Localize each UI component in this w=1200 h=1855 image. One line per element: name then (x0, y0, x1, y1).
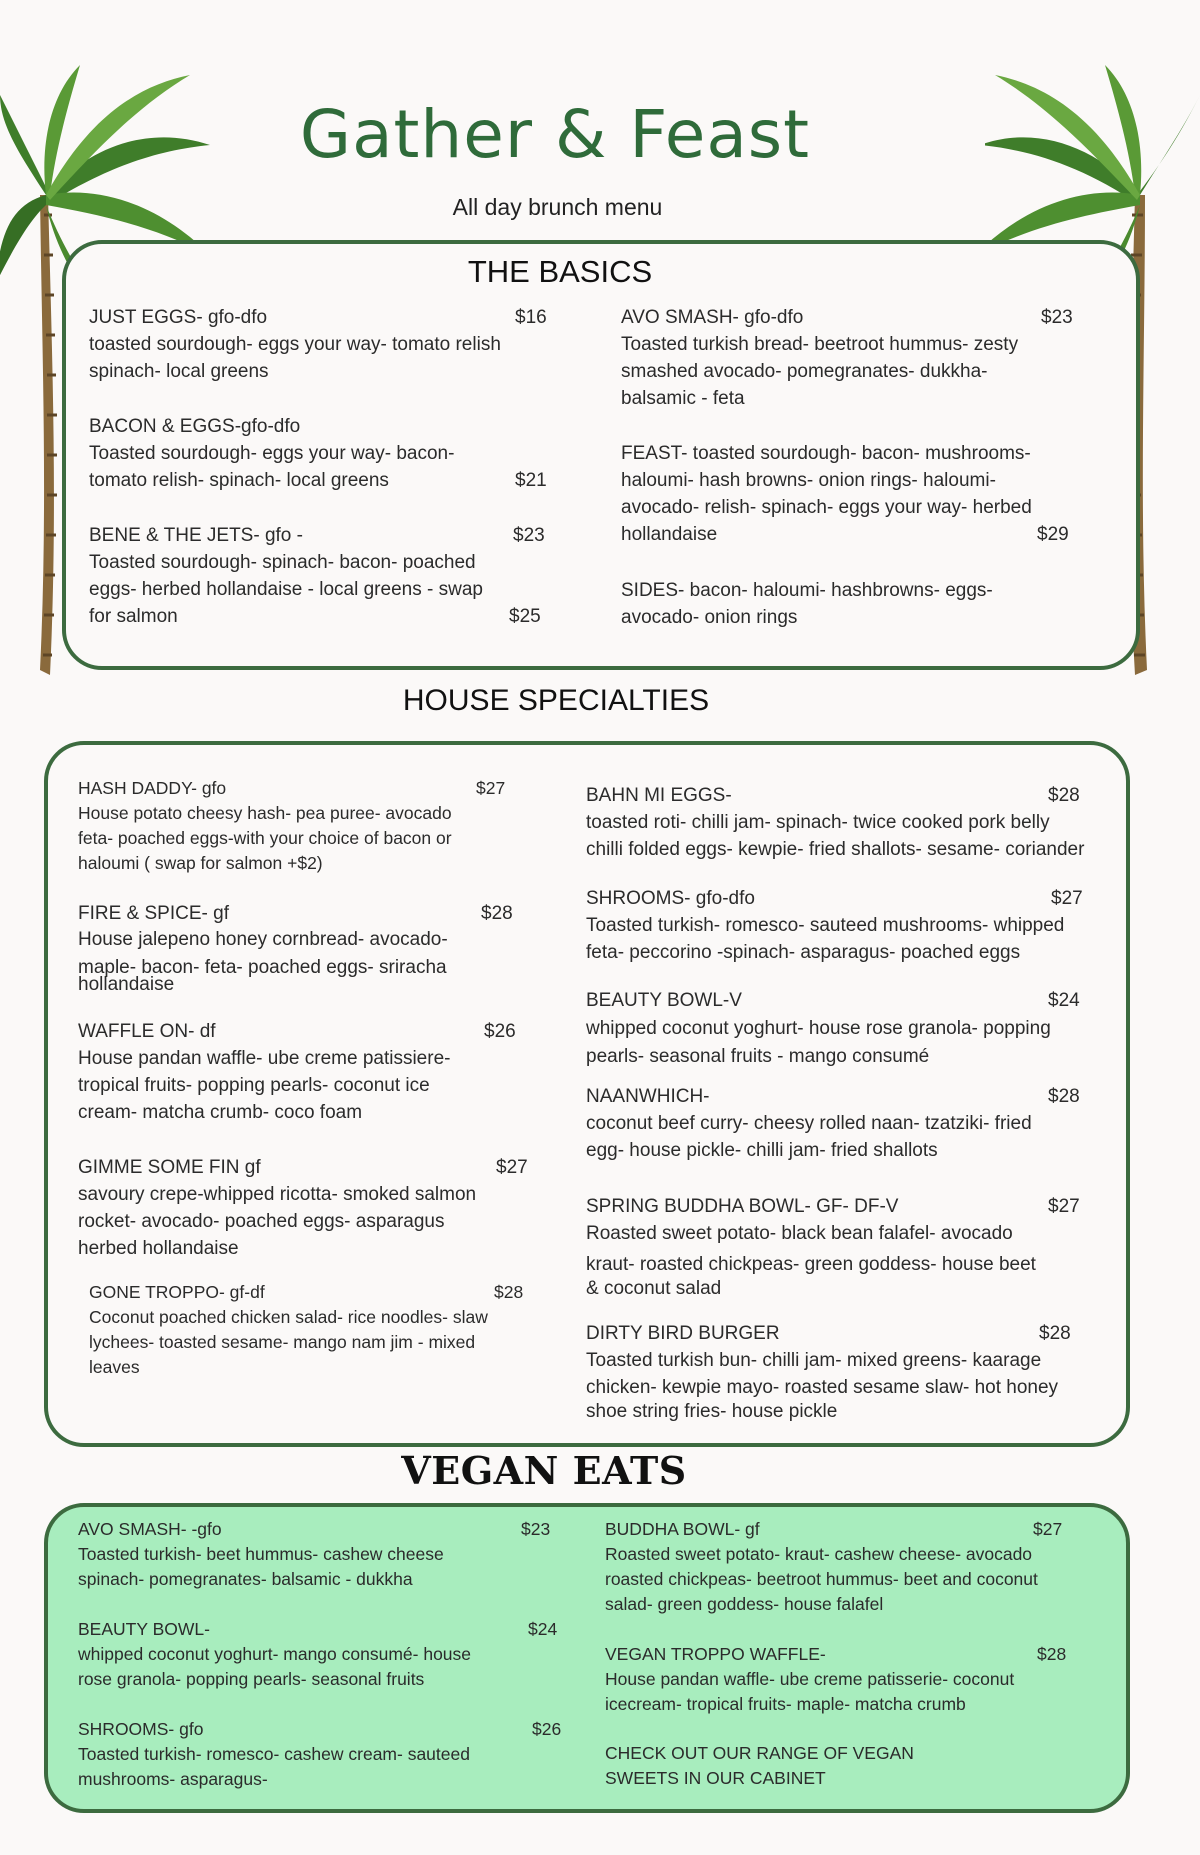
menu-item (78, 776, 528, 876)
item-name: BEAUTY BOWL-V (586, 990, 742, 1011)
item-price: $27 (476, 778, 506, 798)
item-desc: House jalepeno honey cornbread- avocado- (78, 929, 448, 950)
item-desc: & coconut salad (586, 1278, 722, 1299)
item-desc: savoury crepe-whipped ricotta- smoked salmon (78, 1184, 477, 1205)
item-desc: coconut beef curry- cheesy rolled naan- tzatziki- fried (586, 1113, 1032, 1134)
menu-item (621, 577, 1081, 631)
item-name: BENE & THE JETS- gfo - (89, 525, 303, 546)
item-price: $27 (1051, 888, 1083, 909)
house-specialties-heading: HOUSE SPECIALTIES (402, 684, 710, 717)
item-desc: tomato relish- spinach- local greens $21 (89, 467, 549, 494)
item-name: FIRE & SPICE- gf (78, 903, 229, 924)
menu-item (78, 1154, 548, 1262)
item-desc: shoe string fries- house pickle (586, 1401, 838, 1422)
menu-item (78, 1717, 568, 1792)
item-desc: for salmon $25 (89, 603, 549, 630)
item-name: SPRING BUDDHA BOWL- GF- DF-V (586, 1196, 899, 1217)
item-name: DIRTY BIRD BURGER (586, 1323, 780, 1344)
item-price: $28 (1048, 785, 1080, 806)
item-name: BEAUTY BOWL- (78, 1619, 210, 1639)
menu-item (78, 1018, 528, 1126)
menu-item (586, 885, 1106, 966)
vegan-eats-heading: VEGAN EATS (401, 1448, 687, 1493)
item-desc: whipped coconut yoghurt- house rose granola- popping (586, 1018, 1051, 1039)
item-name: NAANWHICH- (586, 1086, 710, 1107)
item-desc: Toasted turkish- romesco- cashew cream- sauteed (78, 1744, 470, 1764)
item-name: BUDDHA BOWL- gf (605, 1519, 760, 1539)
page-subtitle: All day brunch menu (452, 194, 663, 220)
menu-item (89, 304, 549, 385)
menu-item (78, 1617, 558, 1692)
item-price-salmon: $25 (509, 606, 541, 627)
item-desc: roasted chickpeas- beetroot hummus- beet and coconut (605, 1569, 1038, 1589)
item-price: $26 (484, 1021, 516, 1042)
item-desc: salad- green goddess- house falafel (605, 1594, 884, 1614)
item-price: $26 (532, 1719, 562, 1739)
item-name: GONE TROPPO- gf-df (89, 1282, 265, 1302)
item-desc: lychees- toasted sesame- mango nam jim - mixed (89, 1332, 476, 1352)
item-desc: haloumi ( swap for salmon +$2) (78, 853, 323, 873)
menu-item (586, 987, 1106, 1071)
item-desc: Toasted turkish bread- beetroot hummus- zesty (621, 334, 1019, 355)
item-desc: smashed avocado- pomegranates- dukkha- (621, 361, 988, 382)
item-desc: egg- house pickle- chilli jam- fried shallots (586, 1140, 938, 1161)
item-desc: Toasted turkish bun- chilli jam- mixed greens- kaarage (586, 1350, 1042, 1371)
item-name: BAHN MI EGGS- (586, 785, 732, 806)
menu-item (605, 1517, 1105, 1617)
item-price: $27 (496, 1157, 528, 1178)
item-price: $24 (528, 1619, 558, 1639)
item-desc: Toasted turkish- romesco- sauteed mushrooms- whipped (586, 915, 1065, 936)
item-name: SHROOMS- gfo (78, 1719, 204, 1739)
item-price: $24 (1048, 990, 1080, 1011)
menu-item (586, 782, 1106, 863)
menu-item (621, 304, 1081, 412)
item-desc: kraut- roasted chickpeas- green goddess- house beet (586, 1254, 1036, 1275)
item-name: AVO SMASH- -gfo (78, 1519, 222, 1539)
item-desc: Toasted sourdough- spinach- bacon- poached (89, 552, 476, 573)
item-desc: House pandan waffle- ube creme patisserie- coconut (605, 1669, 1015, 1689)
item-name: BACON & EGGS-gfo-dfo (89, 416, 301, 437)
menu-item (89, 413, 549, 494)
item-desc: SWEETS IN OUR CABINET (605, 1768, 826, 1788)
menu-item (586, 1320, 1106, 1423)
item-name: FEAST- toasted sourdough- bacon- mushrooms- (621, 443, 1031, 464)
item-price: $27 (1048, 1196, 1080, 1217)
item-desc: hollandaise $29 (621, 521, 1081, 548)
item-desc: chicken- kewpie mayo- roasted sesame slaw- hot honey (586, 1377, 1059, 1398)
item-desc: herbed hollandaise (78, 1238, 239, 1259)
item-name: VEGAN TROPPO WAFFLE- (605, 1644, 826, 1664)
item-name: SHROOMS- gfo-dfo (586, 888, 755, 909)
item-desc: eggs- herbed hollandaise - local greens - swap (89, 579, 483, 600)
item-desc: toasted roti- chilli jam- spinach- twice cooked pork belly (586, 812, 1050, 833)
menu-item (89, 522, 549, 630)
item-desc: haloumi- hash browns- onion rings- haloumi- (621, 470, 996, 491)
item-name: SIDES- bacon- haloumi- hashbrowns- eggs- (621, 580, 993, 601)
menu-item (78, 1517, 558, 1592)
item-desc: rocket- avocado- poached eggs- asparagus (78, 1211, 445, 1232)
item-desc: icecream- tropical fruits- maple- matcha crumb (605, 1694, 966, 1714)
item-price: $29 (1037, 524, 1069, 545)
item-price: $28 (1048, 1086, 1080, 1107)
item-desc: hollandaise (78, 974, 175, 995)
item-price: $23 (1041, 307, 1073, 328)
vegan-sweets-note (605, 1741, 1105, 1791)
item-desc: rose granola- popping pearls- seasonal fruits (78, 1669, 425, 1689)
item-price: $23 (521, 1519, 551, 1539)
item-price: $21 (515, 470, 547, 491)
item-price: $23 (513, 525, 545, 546)
item-desc: feta- poached eggs-with your choice of bacon or (78, 828, 452, 848)
item-name: GIMME SOME FIN gf (78, 1157, 261, 1178)
item-name: AVO SMASH- gfo-dfo (621, 307, 804, 328)
menu-item (621, 440, 1081, 548)
item-price: $28 (494, 1282, 524, 1302)
item-desc: Coconut poached chicken salad- rice noodles- slaw (89, 1307, 488, 1327)
item-desc: Roasted sweet potato- black bean falafel- avocado (586, 1223, 1013, 1244)
item-price: $28 (1037, 1644, 1067, 1664)
item-desc: Toasted turkish- beet hummus- cashew cheese (78, 1544, 444, 1564)
item-name: CHECK OUT OUR RANGE OF VEGAN (605, 1743, 914, 1763)
item-desc: avocado- onion rings (621, 607, 798, 628)
item-desc: toasted sourdough- eggs your way- tomato relish (89, 334, 501, 355)
item-desc: spinach- pomegranates- balsamic - dukkha (78, 1569, 413, 1589)
item-desc: spinach- local greens (89, 361, 269, 382)
menu-item (78, 901, 528, 993)
item-desc: House potato cheesy hash- pea puree- avocado (78, 803, 452, 823)
item-desc: feta- peccorino -spinach- asparagus- poached eggs (586, 942, 1021, 963)
item-price: $28 (1039, 1323, 1071, 1344)
item-desc: tropical fruits- popping pearls- coconut ice (78, 1075, 430, 1096)
item-desc: pearls- seasonal fruits - mango consumé (586, 1046, 930, 1067)
page-title: Gather & Feast (299, 96, 811, 173)
menu-item (605, 1642, 1105, 1717)
item-desc: balsamic - feta (621, 388, 745, 409)
menu-item (89, 1280, 549, 1380)
item-desc: cream- matcha crumb- coco foam (78, 1102, 363, 1123)
item-name: JUST EGGS- gfo-dfo (89, 307, 268, 328)
item-desc: maple- bacon- feta- poached eggs- sriracha (78, 957, 447, 978)
menu-item (586, 1083, 1106, 1164)
item-desc: Roasted sweet potato- kraut- cashew cheese- avocado (605, 1544, 1033, 1564)
menu-item (586, 1193, 1106, 1300)
item-desc: mushrooms- asparagus- (78, 1769, 268, 1789)
item-price: $16 (515, 307, 547, 328)
item-price: $27 (1033, 1519, 1063, 1539)
item-desc: leaves (89, 1357, 140, 1377)
item-price: $28 (481, 903, 513, 924)
basics-heading: THE BASICS (467, 254, 653, 289)
item-desc: House pandan waffle- ube creme patissiere- (78, 1048, 451, 1069)
item-desc: chilli folded eggs- kewpie- fried shallots- sesame- coriander (586, 839, 1085, 860)
item-name: WAFFLE ON- df (78, 1021, 216, 1042)
item-desc: avocado- relish- spinach- eggs your way- herbed (621, 497, 1032, 518)
item-desc: Toasted sourdough- eggs your way- bacon- (89, 443, 455, 464)
item-desc: whipped coconut yoghurt- mango consumé- house (78, 1644, 472, 1664)
item-name: HASH DADDY- gfo (78, 778, 227, 798)
